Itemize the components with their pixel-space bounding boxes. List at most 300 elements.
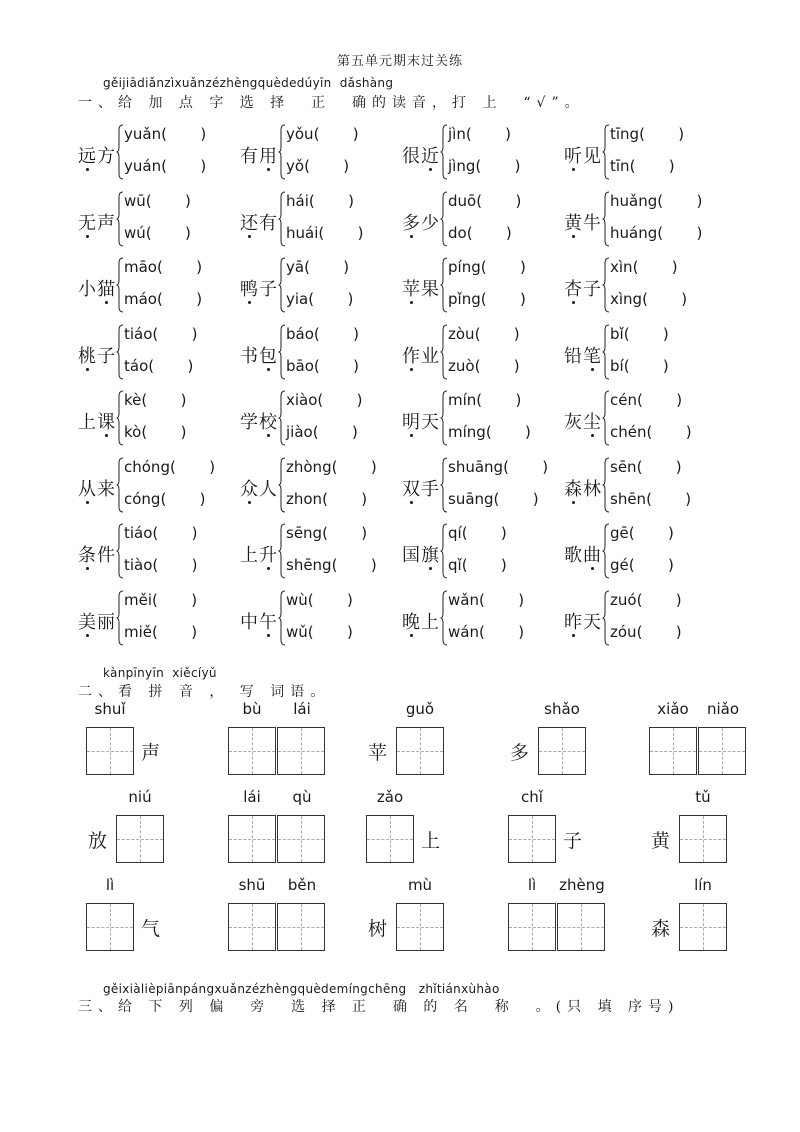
pinyin-row <box>358 700 508 720</box>
reading-pinyin: huǎng <box>610 191 658 210</box>
reading-option-first[interactable] <box>124 458 215 476</box>
left-brace-icon <box>278 523 286 579</box>
reading-pinyin: yuán <box>124 157 162 175</box>
reading-option-first[interactable] <box>124 192 191 210</box>
reading-pinyin: yǒ <box>286 157 305 175</box>
reading-option-first[interactable] <box>610 591 682 609</box>
answer-parentheses[interactable]: ( ) <box>480 290 526 308</box>
answer-parentheses[interactable]: ( ) <box>161 157 207 175</box>
reading-option-second[interactable] <box>448 556 507 574</box>
writing-group <box>218 876 358 964</box>
answer-parentheses[interactable]: ( ) <box>331 556 377 574</box>
answer-parentheses[interactable]: ( ) <box>169 457 216 476</box>
pinyin-row <box>638 876 788 896</box>
left-brace-icon <box>602 390 610 446</box>
reading-pinyin: qǐ <box>448 556 462 574</box>
reading-pinyin: mín <box>448 391 477 409</box>
reading-option-second[interactable] <box>124 224 191 242</box>
writing-box[interactable] <box>508 903 556 951</box>
answer-parentheses[interactable]: ( ) <box>623 324 669 343</box>
answer-parentheses[interactable]: ( ) <box>322 489 368 508</box>
reading-option-first[interactable] <box>286 458 377 476</box>
answer-parentheses[interactable]: ( ) <box>141 391 187 409</box>
pinyin-label: bù <box>242 700 262 718</box>
emphasis-dot <box>86 168 89 171</box>
page-title: 第五单元期末过关练 <box>336 54 463 69</box>
reading-option-second[interactable] <box>610 490 691 508</box>
writing-box[interactable] <box>679 815 727 863</box>
reading-option-first[interactable] <box>610 391 682 409</box>
choice-item <box>564 586 726 652</box>
choice-item <box>402 519 564 585</box>
answer-parentheses[interactable]: ( ) <box>642 290 688 308</box>
reading-pinyin: jiào <box>286 423 313 441</box>
reading-pinyin: zhòng <box>286 457 332 476</box>
reading-pinyin: tīn <box>610 157 630 175</box>
pinyin-label: zǎo <box>376 788 404 806</box>
pinyin-label: lái <box>243 788 261 806</box>
reading-option-first[interactable] <box>448 524 507 542</box>
reading-pinyin: sēn <box>610 457 637 476</box>
reading-option-first[interactable] <box>124 125 206 143</box>
choice-row <box>78 187 778 254</box>
answer-parentheses[interactable]: ( ) <box>152 556 198 574</box>
answer-parentheses[interactable]: ( ) <box>646 423 692 441</box>
choice-word: 上课 <box>78 412 116 433</box>
reading-pinyin: píng <box>448 258 481 276</box>
reading-option-second[interactable] <box>610 357 669 375</box>
given-character: 多 <box>510 742 530 764</box>
choice-item <box>240 253 402 319</box>
answer-parentheses[interactable]: ( ) <box>485 423 531 441</box>
choice-row <box>78 253 778 320</box>
reading-option-first[interactable] <box>610 192 702 210</box>
reading-option-second[interactable] <box>286 623 353 641</box>
choice-item <box>564 253 726 319</box>
reading-pinyin: gē <box>610 524 629 542</box>
answer-parentheses[interactable]: ( ) <box>312 423 358 441</box>
reading-option-first[interactable] <box>448 192 521 210</box>
answer-parentheses[interactable]: ( ) <box>145 223 191 242</box>
choice-word: 远方 <box>78 146 116 167</box>
pinyin-row <box>78 788 228 808</box>
reading-option-first[interactable] <box>124 325 198 343</box>
choice-item <box>78 187 240 253</box>
answer-parentheses[interactable]: ( ) <box>145 191 191 210</box>
reading-option-second[interactable] <box>124 556 198 574</box>
left-brace-icon <box>116 590 124 646</box>
choice-item <box>78 320 240 386</box>
answer-parentheses[interactable]: ( ) <box>636 590 682 609</box>
reading-option-first[interactable] <box>286 125 359 143</box>
writing-box[interactable] <box>508 815 556 863</box>
reading-option-second[interactable] <box>610 224 702 242</box>
reading-option-second[interactable] <box>610 556 674 574</box>
reading-option-second[interactable] <box>448 357 520 375</box>
answer-parentheses[interactable]: ( ) <box>623 356 669 375</box>
left-brace-icon <box>602 590 610 646</box>
reading-option-second[interactable] <box>448 224 512 242</box>
writing-group <box>218 788 358 876</box>
choice-word: 明天 <box>402 412 440 433</box>
reading-option-first[interactable] <box>286 325 359 343</box>
emphasis-dot <box>86 501 89 504</box>
reading-option-second[interactable] <box>610 423 692 441</box>
emphasis-dot <box>267 567 270 570</box>
emphasis-dot <box>410 634 413 637</box>
reading-pinyin: zuò <box>448 356 475 375</box>
answer-parentheses[interactable]: ( ) <box>639 125 685 143</box>
reading-option-second[interactable] <box>124 423 186 441</box>
reading-pinyin: do <box>448 223 467 242</box>
answer-parentheses[interactable]: ( ) <box>152 324 198 343</box>
answer-parentheses[interactable]: ( ) <box>307 590 353 609</box>
answer-parentheses[interactable]: ( ) <box>465 125 511 143</box>
choice-word: 听见 <box>564 146 602 167</box>
section2-heading: 二、看 拼 音 ， 写 词语。 <box>78 684 331 700</box>
reading-pinyin: zhon <box>286 489 323 508</box>
answer-parentheses[interactable]: ( ) <box>156 258 203 276</box>
answer-parentheses[interactable]: ( ) <box>632 258 678 276</box>
reading-pinyin: kò <box>124 423 142 441</box>
reading-option-first[interactable] <box>286 258 349 276</box>
emphasis-dot <box>572 501 575 504</box>
answer-parentheses[interactable]: ( ) <box>331 457 377 476</box>
choice-item <box>78 453 240 519</box>
left-brace-icon <box>440 124 448 180</box>
reading-option-first[interactable] <box>124 258 202 276</box>
given-character: 声 <box>141 742 161 764</box>
answer-parentheses[interactable]: ( ) <box>307 622 353 641</box>
choice-item <box>240 320 402 386</box>
choice-word: 作业 <box>402 345 440 367</box>
answer-parentheses[interactable]: ( ) <box>308 191 354 210</box>
pinyin-label: guǒ <box>405 700 435 718</box>
choice-item <box>78 519 240 585</box>
writing-box[interactable] <box>649 727 697 775</box>
answer-parentheses[interactable]: ( ) <box>148 356 194 375</box>
reading-option-second[interactable] <box>124 490 206 508</box>
reading-option-second[interactable] <box>286 423 358 441</box>
answer-parentheses[interactable]: ( ) <box>156 290 203 308</box>
choice-word: 鸭子 <box>240 279 278 300</box>
emphasis-dot <box>591 368 594 371</box>
reading-option-first[interactable] <box>448 391 521 409</box>
section1-pinyin-guide: gěijiādiǎnzìxuǎnzézhèngquèdedúyīn dǎshàng <box>103 76 394 90</box>
reading-option-first[interactable] <box>448 325 520 343</box>
reading-pinyin: máo <box>124 290 157 308</box>
reading-pinyin: zòu <box>448 324 475 343</box>
answer-parentheses[interactable]: ( ) <box>304 157 350 175</box>
given-character: 气 <box>141 918 161 940</box>
writing-box[interactable] <box>277 727 325 775</box>
answer-parentheses[interactable]: ( ) <box>628 524 674 542</box>
reading-option-first[interactable] <box>286 524 367 542</box>
given-character: 上 <box>421 830 441 852</box>
answer-parentheses[interactable]: ( ) <box>160 489 206 508</box>
answer-parentheses[interactable]: ( ) <box>318 223 364 242</box>
reading-pinyin: tiáo <box>124 524 153 542</box>
reading-option-second[interactable] <box>448 423 531 441</box>
writing-box[interactable] <box>679 903 727 951</box>
reading-option-first[interactable] <box>448 591 524 609</box>
answer-parentheses[interactable]: ( ) <box>461 556 507 574</box>
choice-row <box>78 386 778 453</box>
answer-parentheses[interactable]: ( ) <box>636 457 682 476</box>
reading-pinyin: suāng <box>448 489 494 508</box>
answer-parentheses[interactable]: ( ) <box>636 622 682 641</box>
writing-group <box>78 700 218 788</box>
reading-option-second[interactable] <box>448 157 520 175</box>
choice-word: 有用 <box>240 146 278 167</box>
pinyin-row <box>358 788 508 808</box>
answer-parentheses[interactable]: ( ) <box>141 423 187 441</box>
answer-parentheses[interactable]: ( ) <box>313 324 359 343</box>
reading-option-first[interactable] <box>124 591 197 609</box>
reading-pinyin: wǎn <box>448 590 479 609</box>
emphasis-dot <box>267 434 270 437</box>
writing-box[interactable] <box>396 727 444 775</box>
pinyin-label: lái <box>293 700 311 718</box>
left-brace-icon <box>440 390 448 446</box>
reading-option-first[interactable] <box>448 458 548 476</box>
writing-group <box>498 700 638 788</box>
emphasis-dot <box>105 301 108 304</box>
writing-group <box>78 876 218 964</box>
emphasis-dot <box>572 235 575 238</box>
reading-pinyin: wán <box>448 622 479 641</box>
reading-option-second[interactable] <box>448 623 524 641</box>
reading-option-first[interactable] <box>610 258 678 276</box>
emphasis-dot <box>572 168 575 171</box>
answer-parentheses[interactable]: ( ) <box>475 157 521 175</box>
reading-pinyin: bāo <box>286 356 314 375</box>
emphasis-dot <box>591 434 594 437</box>
answer-parentheses[interactable]: ( ) <box>629 157 675 175</box>
answer-parentheses[interactable]: ( ) <box>480 258 526 276</box>
reading-option-second[interactable] <box>448 290 526 308</box>
choice-word: 无声 <box>78 212 116 234</box>
reading-pinyin: táo <box>124 356 149 375</box>
reading-option-second[interactable] <box>286 157 349 175</box>
left-brace-icon <box>602 191 610 247</box>
answer-parentheses[interactable]: ( ) <box>476 391 522 409</box>
reading-option-second[interactable] <box>286 224 363 242</box>
left-brace-icon <box>116 457 124 513</box>
answer-parentheses[interactable]: ( ) <box>503 457 549 476</box>
left-brace-icon <box>440 523 448 579</box>
writing-row <box>78 700 778 788</box>
answer-parentheses[interactable]: ( ) <box>152 622 198 641</box>
writing-group <box>218 700 358 788</box>
choice-item <box>402 386 564 452</box>
reading-pinyin: yuǎn <box>124 125 162 143</box>
reading-option-first[interactable] <box>448 258 526 276</box>
writing-box[interactable] <box>277 903 325 951</box>
choice-item <box>402 253 564 319</box>
reading-option-first[interactable] <box>610 325 669 343</box>
choice-word: 昨天 <box>564 611 602 633</box>
reading-option-second[interactable] <box>286 556 377 574</box>
answer-parentheses[interactable]: ( ) <box>478 622 525 641</box>
answer-parentheses[interactable]: ( ) <box>308 290 354 308</box>
reading-option-second[interactable] <box>286 290 353 308</box>
reading-pinyin: wù <box>286 590 308 609</box>
reading-option-second[interactable] <box>610 290 687 308</box>
choice-word: 小猫 <box>78 279 116 300</box>
writing-group <box>358 700 498 788</box>
left-brace-icon <box>440 191 448 247</box>
answer-parentheses[interactable]: ( ) <box>313 356 359 375</box>
answer-parentheses[interactable]: ( ) <box>466 223 512 242</box>
reading-option-second[interactable] <box>286 490 367 508</box>
left-brace-icon <box>116 324 124 380</box>
writing-group <box>638 700 778 788</box>
reading-option-second[interactable] <box>124 290 202 308</box>
reading-option-second[interactable] <box>124 157 206 175</box>
reading-pinyin: cóng <box>124 489 161 508</box>
writing-box[interactable] <box>366 815 414 863</box>
answer-parentheses[interactable]: ( ) <box>657 191 703 210</box>
choice-row <box>78 453 778 520</box>
reading-option-second[interactable] <box>610 623 682 641</box>
answer-parentheses[interactable]: ( ) <box>628 556 674 574</box>
writing-box[interactable] <box>116 815 164 863</box>
emphasis-dot <box>86 634 89 637</box>
choice-item <box>402 453 564 519</box>
reading-option-second[interactable] <box>124 623 197 641</box>
left-brace-icon <box>440 257 448 313</box>
writing-box[interactable] <box>557 903 605 951</box>
left-brace-icon <box>602 523 610 579</box>
answer-parentheses[interactable]: ( ) <box>152 590 198 609</box>
pinyin-label: shǎo <box>544 700 580 718</box>
left-brace-icon <box>278 257 286 313</box>
writing-group <box>78 788 218 876</box>
choice-item <box>78 586 240 652</box>
writing-box[interactable] <box>86 727 134 775</box>
reading-pinyin: xiào <box>286 391 318 409</box>
emphasis-dot <box>429 567 432 570</box>
pinyin-row <box>78 700 228 720</box>
writing-group <box>638 788 778 876</box>
choice-item <box>240 586 402 652</box>
writing-box[interactable] <box>277 815 325 863</box>
pinyin-label: xiǎo <box>657 700 689 718</box>
pinyin-label: lì <box>527 876 537 894</box>
answer-parentheses[interactable]: ( ) <box>474 324 520 343</box>
choice-item <box>78 253 240 319</box>
answer-parentheses[interactable]: ( ) <box>317 391 363 409</box>
reading-option-first[interactable] <box>124 524 198 542</box>
reading-option-first[interactable] <box>124 391 186 409</box>
writing-box[interactable] <box>228 903 276 951</box>
writing-box[interactable] <box>228 815 276 863</box>
answer-parentheses[interactable]: ( ) <box>646 489 692 508</box>
pinyin-row <box>218 876 368 896</box>
writing-box[interactable] <box>228 727 276 775</box>
reading-option-first[interactable] <box>286 591 353 609</box>
answer-parentheses[interactable]: ( ) <box>161 125 207 143</box>
reading-option-second[interactable] <box>286 357 359 375</box>
left-brace-icon <box>278 324 286 380</box>
pinyin-label: niǎo <box>706 700 740 718</box>
choice-word: 晚上 <box>402 611 440 633</box>
pinyin-label: niú <box>128 788 152 806</box>
reading-option-first[interactable] <box>448 125 511 143</box>
writing-box[interactable] <box>698 727 746 775</box>
pinyin-label: chǐ <box>521 788 543 806</box>
given-character: 树 <box>368 918 388 940</box>
pinyin-row <box>78 876 228 896</box>
reading-option-first[interactable] <box>286 391 363 409</box>
answer-parentheses[interactable]: ( ) <box>461 524 507 542</box>
left-brace-icon <box>278 390 286 446</box>
answer-parentheses[interactable]: ( ) <box>474 356 520 375</box>
emphasis-dot <box>105 434 108 437</box>
reading-pinyin: míng <box>448 423 486 441</box>
emphasis-dot <box>267 168 270 171</box>
answer-parentheses[interactable]: ( ) <box>304 258 350 276</box>
emphasis-dot <box>86 368 89 371</box>
choice-item <box>402 586 564 652</box>
reading-option-first[interactable] <box>610 458 682 476</box>
choice-word: 众人 <box>240 478 278 500</box>
writing-row <box>78 876 778 964</box>
choice-word: 还有 <box>240 212 278 234</box>
left-brace-icon <box>116 257 124 313</box>
emphasis-dot <box>572 301 575 304</box>
reading-option-first[interactable] <box>610 125 684 143</box>
answer-parentheses[interactable]: ( ) <box>478 590 525 609</box>
reading-pinyin: huáng <box>610 223 658 242</box>
reading-option-first[interactable] <box>286 192 354 210</box>
choice-word: 双手 <box>402 478 440 500</box>
given-character: 森 <box>651 918 671 940</box>
reading-option-first[interactable] <box>610 524 674 542</box>
answer-parentheses[interactable]: ( ) <box>493 489 539 508</box>
reading-pinyin: shuāng <box>448 457 504 476</box>
reading-option-second[interactable] <box>448 490 539 508</box>
answer-parentheses[interactable]: ( ) <box>152 524 198 542</box>
writing-box[interactable] <box>86 903 134 951</box>
choice-word: 从来 <box>78 478 116 500</box>
answer-parentheses[interactable]: ( ) <box>657 223 703 242</box>
choice-row <box>78 120 778 187</box>
left-brace-icon <box>116 191 124 247</box>
given-character: 黄 <box>651 830 671 852</box>
answer-parentheses[interactable]: ( ) <box>322 524 368 542</box>
writing-group <box>498 876 638 964</box>
choice-item <box>564 120 726 186</box>
answer-parentheses[interactable]: ( ) <box>636 391 683 409</box>
reading-pinyin: hái <box>286 191 309 210</box>
answer-parentheses[interactable]: ( ) <box>476 191 522 210</box>
writing-box[interactable] <box>538 727 586 775</box>
reading-option-second[interactable] <box>610 157 675 175</box>
emphasis-dot <box>248 501 251 504</box>
section3-pinyin-guide: gěixiàlièpiānpángxuǎnzézhèngquèdemíngchēng zhǐtiánxùhào <box>103 982 500 996</box>
reading-option-second[interactable] <box>124 357 193 375</box>
answer-parentheses[interactable]: ( ) <box>313 125 359 143</box>
choice-word: 歌曲 <box>564 545 602 566</box>
left-brace-icon <box>602 257 610 313</box>
reading-pinyin: xìn <box>610 258 633 276</box>
choice-word: 多少 <box>402 212 440 234</box>
emphasis-dot <box>410 235 413 238</box>
reading-pinyin: tiáo <box>124 324 153 343</box>
writing-box[interactable] <box>396 903 444 951</box>
